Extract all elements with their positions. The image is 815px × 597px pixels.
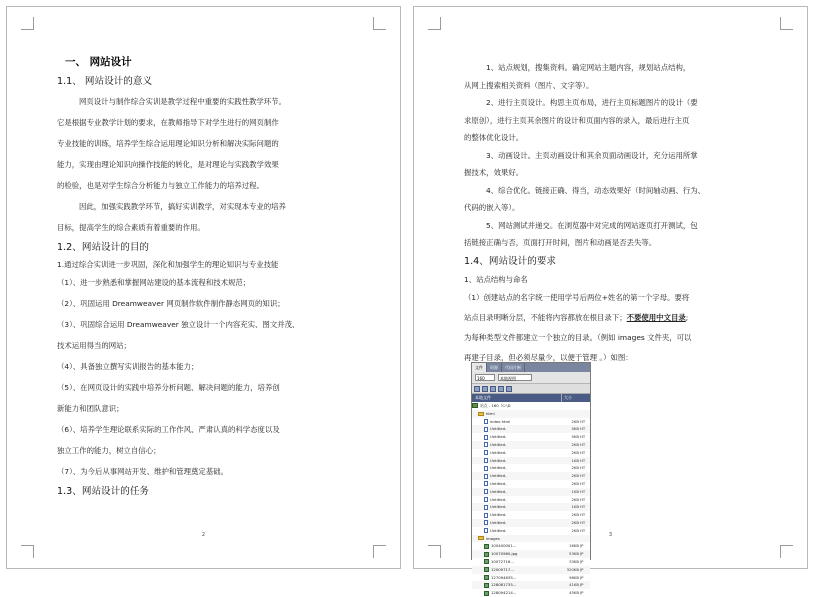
file-type: JP [580, 574, 584, 580]
file-name: html [486, 410, 495, 416]
heading-1-4: 1.4、网站设计的要求 [464, 255, 557, 267]
image-file-icon [484, 575, 489, 580]
paragraph-significance [57, 91, 360, 238]
file-row [472, 433, 590, 441]
file-type: HT [580, 488, 586, 494]
refresh-icon [482, 386, 488, 392]
file-row [472, 542, 590, 550]
site-root-label: 站点 - 160（C:\D [480, 403, 511, 408]
html-file-icon [484, 458, 488, 463]
file-row [472, 550, 590, 558]
file-row [472, 496, 590, 504]
file-size: 33KB [569, 558, 579, 564]
task-line: 5、网站测试并递交。在浏览器中对完成的网站逐页打开测试，包 [486, 220, 698, 230]
file-tree [472, 402, 590, 597]
file-type: JP [580, 582, 584, 588]
file-row [472, 488, 590, 496]
file-name: Untitled- [490, 449, 507, 455]
html-file-icon [484, 442, 488, 447]
file-name: Untitled- [490, 519, 507, 525]
file-row [472, 511, 590, 519]
crop-mark-top-right [373, 17, 386, 30]
file-type: HT [580, 418, 586, 424]
list-item: 技术运用得当的网站； [57, 341, 131, 350]
task-line: 握技术，效果好。 [464, 168, 524, 177]
file-name: Untitled- [490, 473, 507, 479]
list-item: 1.通过综合实训进一步巩固，深化和加强学生的理论知识与专业技能 [57, 260, 279, 269]
get-file-icon [490, 386, 496, 392]
file-name: Untitled- [490, 441, 507, 447]
task-line: 括链接正确与否，页面打开时间，图片和动画是否丢失等。 [464, 238, 657, 247]
list-item: （5）、在网页设计的实践中培养分析问题、解决问题的能力，培养创 [57, 383, 280, 392]
list-item: （6）、培养学生理论联系实际的工作作风、严肃认真的科学态度以及 [57, 425, 280, 434]
file-type: HT [580, 426, 586, 432]
connect-icon [474, 386, 480, 392]
html-file-icon [484, 474, 488, 479]
file-type: JP [580, 590, 584, 596]
html-file-icon [484, 450, 488, 455]
file-size: 45KB [569, 590, 579, 596]
file-row [472, 589, 590, 597]
expand-icon [506, 386, 512, 392]
heading-1-3: 1.3、网站设计的任务 [57, 486, 150, 497]
file-name: Untitled- [490, 504, 507, 510]
requirement-subheading: 1、站点结构与命名 [464, 274, 528, 284]
file-type: JP [580, 551, 584, 557]
file-size: 320KB [566, 566, 579, 572]
file-row [472, 457, 590, 465]
file-type: HT [580, 441, 586, 447]
text-line: 专业技能的训练，培养学生综合运用理论知识分析和解决实际问题的 [57, 139, 279, 148]
file-name: 127094635... [491, 574, 517, 580]
crop-mark-bottom-left [21, 545, 34, 558]
file-name: 128094214... [491, 590, 517, 596]
html-file-icon [484, 505, 488, 510]
file-type: HT [580, 473, 586, 479]
html-file-icon [484, 481, 488, 486]
panel-toolbar [472, 384, 590, 394]
file-name: Untitled- [490, 426, 507, 432]
emphasis-no-chinese-dirs: 不要使用中文目录 [626, 313, 686, 322]
file-row [472, 480, 590, 488]
file-name: Untitled- [490, 465, 507, 471]
file-type: HT [580, 519, 586, 525]
text-line: 目标，提高学生的综合素质有着重要的作用。 [57, 223, 205, 232]
requirement-line [464, 308, 781, 328]
image-file-icon [484, 544, 489, 549]
file-size: 2KB [571, 512, 579, 518]
list-item: （2）、巩固运用 Dreamweaver 网页制作软件制作静态网页的知识； [57, 299, 285, 308]
task-line: 2、进行主页设计。构思主页布局，进行主页标题图片的设计（要 [486, 98, 698, 107]
file-name: Untitled- [490, 457, 507, 463]
file-row [472, 519, 590, 527]
page-number: 3 [608, 532, 613, 538]
html-file-icon [484, 489, 488, 494]
requirement-line: 为每种类型文件都建立一个独立的目录。（例如 images 文件夹，可以 [464, 333, 692, 342]
view-select: 本地视图 [498, 374, 532, 381]
image-file-icon [484, 591, 489, 596]
file-row [472, 418, 590, 426]
file-name: 12009717... [491, 566, 514, 572]
file-type: HT [580, 449, 586, 455]
file-name: 100400001... [491, 543, 517, 549]
text-line: 它是根据专业教学计划的要求，在教师指导下对学生进行的网页制作 [57, 118, 279, 127]
header-local-files: 本地文件 [475, 395, 491, 400]
file-size: 1KB [571, 488, 579, 494]
file-name: Untitled- [490, 496, 507, 502]
file-name: images [486, 535, 500, 541]
file-size: 1KB [571, 457, 579, 463]
file-row [472, 441, 590, 449]
heading-1-2: 1.2、网站设计的目的 [57, 242, 150, 253]
file-type: HT [580, 434, 586, 440]
heading-1-1: 1.1、 网站设计的意义 [57, 76, 153, 87]
file-name: 128081735... [491, 582, 517, 588]
file-name: Untitled- [490, 512, 507, 518]
tab-assets: 资源 [487, 363, 502, 372]
file-size: 2KB [571, 480, 579, 486]
task-line: 的整体优化设计。 [464, 133, 524, 142]
file-type: HT [580, 457, 586, 463]
file-type: HT [580, 480, 586, 486]
task-line: 代码的嵌入等）。 [464, 203, 520, 212]
list-item: （3）、巩固综合运用 Dreamweaver 独立设计一个内容充实、图文并茂、 [57, 320, 300, 329]
file-size: 2KB [571, 441, 579, 447]
tab-snippets: 代码片断 [502, 363, 525, 372]
file-type: HT [580, 465, 586, 471]
file-row [472, 566, 590, 574]
image-file-icon [484, 567, 489, 572]
file-size: 41KB [569, 582, 579, 588]
file-size: 2KB [571, 496, 579, 502]
list-item: （1）、进一步熟悉和掌握网站建设的基本流程和技术规范； [57, 278, 251, 287]
html-file-icon [484, 513, 488, 518]
header-size: 大小 [561, 394, 590, 402]
task-line: 4、综合优化。链接正确、得当，动态效果好（时间轴动画、行为、 [486, 185, 706, 195]
section-title: 一、 网站设计 [65, 56, 132, 68]
crop-mark-top-left [21, 17, 34, 30]
file-name: Untitled- [490, 488, 507, 494]
list-item: 新能力和团队意识； [57, 404, 124, 413]
text-line: 网页设计与制作综合实训是教学过程中重要的实践性教学环节。 [79, 97, 286, 106]
crop-mark-bottom-right [373, 545, 386, 558]
list-item: （7）、为今后从事网站开发、维护和管理奠定基础。 [57, 467, 228, 476]
file-size: 2KB [571, 519, 579, 525]
file-row [472, 472, 590, 480]
requirement-line: （1）创建站点的名字统一使用学号后两位+姓名的第一个字母。要将 [464, 293, 690, 302]
site-files-panel-screenshot [471, 362, 591, 596]
html-file-icon [484, 466, 488, 471]
panel-selectors [472, 372, 590, 384]
task-line: 从网上搜索相关资料（图片、文字等）。 [464, 80, 594, 90]
tab-files: 文件 [472, 363, 487, 372]
file-row [472, 410, 590, 418]
crop-mark-top-right [780, 17, 793, 30]
crop-mark-top-left [428, 17, 441, 30]
file-size: 2KB [571, 527, 579, 533]
document-page-3 [413, 6, 808, 596]
purpose-list [57, 257, 360, 482]
put-file-icon [498, 386, 504, 392]
site-icon [472, 403, 478, 408]
site-root-row [472, 402, 590, 410]
file-row [472, 425, 590, 433]
html-file-icon [484, 497, 488, 502]
crop-mark-bottom-left [428, 545, 441, 558]
file-name: Untitled- [490, 527, 507, 533]
file-type: HT [580, 527, 586, 533]
file-name: Untitled- [490, 434, 507, 440]
panel-tabs [472, 363, 590, 372]
file-row [472, 574, 590, 582]
file-type: JP [580, 566, 584, 572]
text-line: 能力，实现由理论知识向操作技能的转化，是对理论与实践教学效果 [57, 160, 279, 169]
page-3-content [464, 59, 781, 368]
page-number: 2 [201, 532, 206, 538]
list-item: （4）、具备独立撰写实训报告的基本能力； [57, 362, 199, 371]
file-row [472, 581, 590, 589]
file-size: 2KB [571, 449, 579, 455]
file-type: HT [580, 504, 586, 510]
task-line: 求原创），进行主页其余图片的设计和页面内容的录入，最后进行主页 [464, 115, 690, 125]
file-size: 98KB [569, 574, 579, 580]
html-file-icon [484, 520, 488, 525]
list-item: 独立工作的能力，树立自信心； [57, 446, 161, 455]
file-row [472, 449, 590, 457]
file-type: JP [580, 558, 584, 564]
file-size: 5KB [571, 434, 579, 440]
requirement-punctuation: ; [685, 313, 689, 322]
file-size: 2KB [571, 418, 579, 424]
html-file-icon [484, 435, 488, 440]
file-row [472, 558, 590, 566]
image-file-icon [484, 559, 489, 564]
file-list-header [472, 394, 590, 402]
file-row [472, 464, 590, 472]
file-size: 53KB [569, 551, 579, 557]
text-line: 的检验，也是对学生综合分析能力与独立工作能力的培养过程。 [57, 181, 264, 190]
html-file-icon [484, 427, 488, 432]
image-file-icon [484, 583, 489, 588]
page-2-content [57, 55, 360, 501]
requirement-text: 站点目录明晰分层，不能将内容都放在根目录下； [464, 313, 627, 322]
file-size: 2KB [571, 473, 579, 479]
image-file-icon [484, 552, 489, 557]
file-name: 10072716... [491, 558, 514, 564]
task-line: 3、动画设计。主页动画设计和其余页面动画设计，充分运用所掌 [486, 150, 698, 160]
file-type: HT [580, 496, 586, 502]
folder-icon [478, 412, 484, 416]
file-name: Untitled- [490, 480, 507, 486]
file-size: 5KB [571, 426, 579, 432]
crop-mark-bottom-right [780, 545, 793, 558]
requirement-line: 再建子目录，但必须尽量少，以便于管理 。）如图： [464, 353, 633, 362]
site-select: 160 [475, 374, 495, 381]
task-line: 1、站点规划，搜集资料。确定网站主题内容，规划站点结构， [486, 63, 691, 72]
file-size: 16KB [569, 543, 579, 549]
file-name: 10070960.jpg [491, 551, 518, 557]
file-row [472, 503, 590, 511]
html-file-icon [484, 419, 488, 424]
file-type: HT [580, 512, 586, 518]
file-size: 1KB [571, 504, 579, 510]
document-page-2 [6, 6, 401, 569]
text-line: 因此，加强实践教学环节，搞好实训教学，对实现本专业的培养 [79, 202, 286, 211]
file-name: index.html [490, 418, 511, 424]
file-size: 2KB [571, 465, 579, 471]
file-type: JP [580, 543, 584, 549]
